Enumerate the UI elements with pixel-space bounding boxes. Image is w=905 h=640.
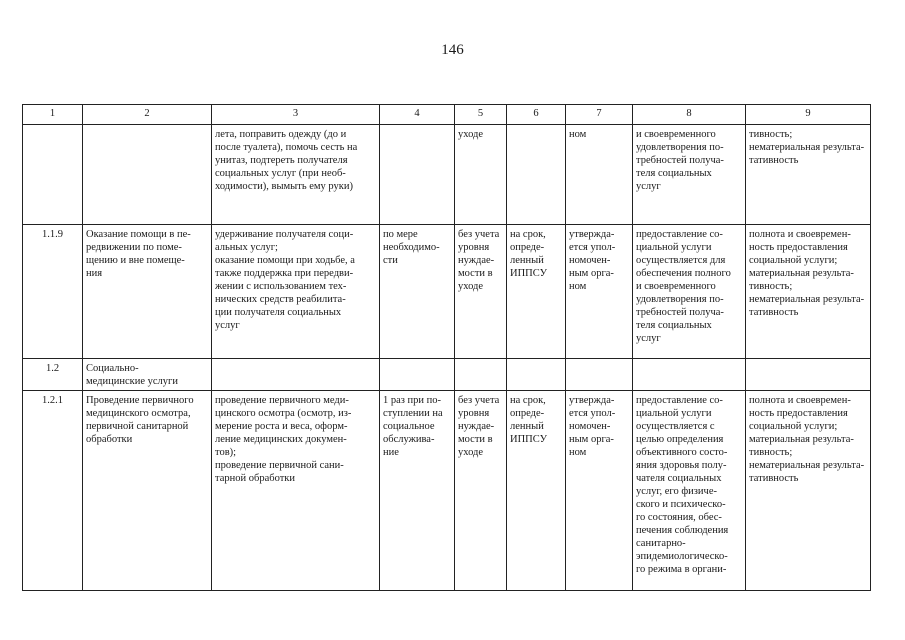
empty-cell (746, 359, 871, 391)
service-description: проведение первичного меди- цинского осмотра (осмотр, из- мерение роста и веса, оформ- ление медицинских докумен- тов); проведение первичной сани- тарной обработки (212, 391, 380, 591)
service-description: удерживание получателя соци- альных услуг; оказание помощи при ходьбе, а также поддержка при передви- жении с использованием тех- нических средств реабилита- ции получателя социальных услуг (212, 225, 380, 359)
service-cost: ном (566, 125, 633, 225)
care-level: уходе (455, 125, 507, 225)
column-number: 9 (746, 105, 871, 125)
table-row (23, 125, 871, 225)
service-name (83, 125, 212, 225)
care-level: без учета уровня нуждае- мости в уходе (455, 391, 507, 591)
table-row (23, 225, 871, 359)
service-term: на срок, опреде- ленный ИППСУ (507, 391, 566, 591)
quality-indicators: полнота и своевремен- ность предоставления социальной услуги; материальная результа- тивность; нематериальная результа- тативность (746, 225, 871, 359)
section-number: 1.2 (23, 359, 83, 391)
column-number: 7 (566, 105, 633, 125)
service-frequency: по мере необходимо- сти (380, 225, 455, 359)
service-conditions: предоставление со- циальной услуги осуществляется для обеспечения полного и своевременного удовлетворения по- требностей получа- теля социальных услуг (633, 225, 746, 359)
item-number (23, 125, 83, 225)
service-conditions: предоставление со- циальной услуги осуществляется с целью определения объективного состо- яния здоровья полу- чателя социальных услуг, его физиче- ского и психическо- го состояния, обес- печения соблюдения санитарно- эпидемиологическо- го режима в органи- (633, 391, 746, 591)
empty-cell (212, 359, 380, 391)
service-term: на срок, опреде- ленный ИППСУ (507, 225, 566, 359)
service-frequency: 1 раз при по- ступлении на социальное обслужива- ние (380, 391, 455, 591)
table-row (23, 359, 871, 391)
section-title: Социально- медицинские услуги (83, 359, 212, 391)
table-row (23, 391, 871, 591)
column-number-row (23, 105, 871, 125)
column-number: 6 (507, 105, 566, 125)
empty-cell (507, 359, 566, 391)
service-name: Оказание помощи в пе- редвижении по поме- щению и вне помеще- ния (83, 225, 212, 359)
column-number: 3 (212, 105, 380, 125)
column-number: 2 (83, 105, 212, 125)
empty-cell (455, 359, 507, 391)
quality-indicators: тивность; нематериальная результа- тативность (746, 125, 871, 225)
service-name: Проведение первичного медицинского осмотра, первичной санитарной обработки (83, 391, 212, 591)
service-conditions: и своевременного удовлетворения по- требностей получа- теля социальных услуг (633, 125, 746, 225)
service-term (507, 125, 566, 225)
services-table (22, 104, 871, 591)
column-number: 8 (633, 105, 746, 125)
column-number: 1 (23, 105, 83, 125)
quality-indicators: полнота и своевремен- ность предоставления социальной услуги; материальная результа- тивность; нематериальная результа- тативность (746, 391, 871, 591)
item-number: 1.1.9 (23, 225, 83, 359)
column-number: 4 (380, 105, 455, 125)
service-cost: утвержда- ется упол- номочен- ным орга- ном (566, 225, 633, 359)
column-number: 5 (455, 105, 507, 125)
page-number: 146 (441, 42, 464, 58)
empty-cell (380, 359, 455, 391)
empty-cell (566, 359, 633, 391)
service-cost: утвержда- ется упол- номочен- ным орга- ном (566, 391, 633, 591)
empty-cell (633, 359, 746, 391)
service-description: лета, поправить одежду (до и после туалета), помочь сесть на унитаз, подтереть получателя социальных услуг (при необ- ходимости), вымыть ему руки) (212, 125, 380, 225)
item-number: 1.2.1 (23, 391, 83, 591)
service-frequency (380, 125, 455, 225)
care-level: без учета уровня нуждае- мости в уходе (455, 225, 507, 359)
